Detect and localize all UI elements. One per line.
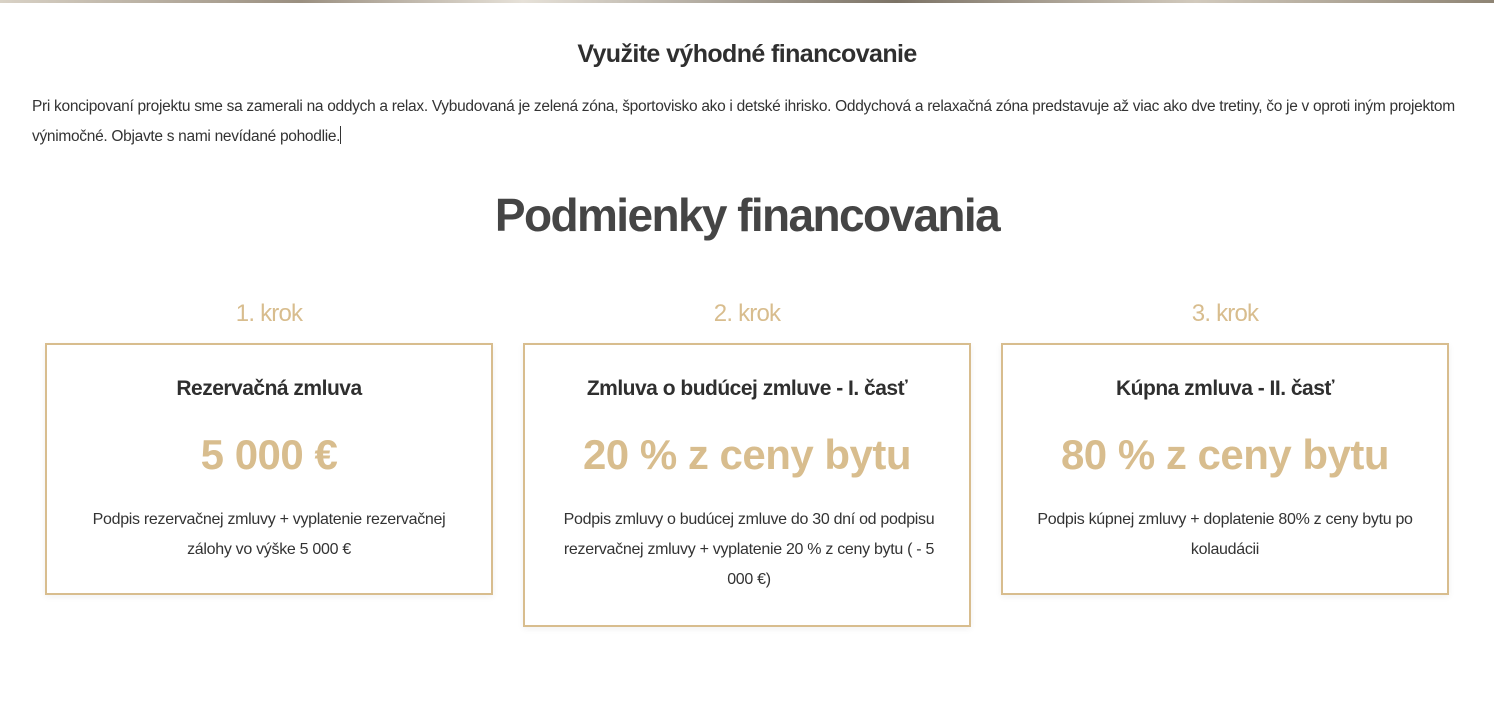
step-2-title: Zmluva o budúcej zmluve - I. časť	[586, 377, 908, 400]
text-cursor	[340, 126, 341, 144]
top-image-strip	[0, 0, 1494, 3]
step-3-card	[1001, 343, 1449, 595]
step-3-label: 3. krok	[1191, 300, 1259, 327]
step-3-description: Podpis kúpnej zmluvy + doplatenie 80% z ceny bytu po kolaudácii	[1037, 511, 1413, 558]
step-2-card	[523, 343, 971, 627]
step-3-amount: 80 % z ceny bytu	[1060, 431, 1390, 478]
intro-title: Využite výhodné financovanie	[577, 40, 917, 68]
step-1-label: 1. krok	[235, 300, 303, 327]
step-1-description: Podpis rezervačnej zmluvy + vyplatenie rezervačnej zálohy vo výške 5 000 €	[92, 511, 446, 558]
step-2-description: Podpis zmluvy o budúcej zmluve do 30 dní od podpisu rezervačnej zmluvy + vyplatenie 20 % z ceny bytu ( - 5 000 €)	[563, 511, 935, 588]
intro-paragraph: Pri koncipovaní projektu sme sa zamerali na oddych a relax. Vybudovaná je zelená zóna, športovisko ako i detské ihrisko. Oddychová a relaxačná zóna predstavuje až viac ako dve tretiny, čo je v oproti iným projektom výnimočné. Objavte s nami nevídané pohodlie.	[32, 98, 1455, 145]
intro-text	[32, 92, 1472, 152]
step-1-title: Rezervačná zmluva	[176, 377, 362, 400]
step-2-label: 2. krok	[713, 300, 781, 327]
step-1-amount: 5 000 €	[200, 431, 338, 478]
step-2-amount: 20 % z ceny bytu	[582, 431, 912, 478]
step-3-title: Kúpna zmluva - II. časť	[1116, 377, 1334, 400]
step-1-card	[45, 343, 493, 595]
section-title: Podmienky financovania	[494, 189, 1000, 241]
